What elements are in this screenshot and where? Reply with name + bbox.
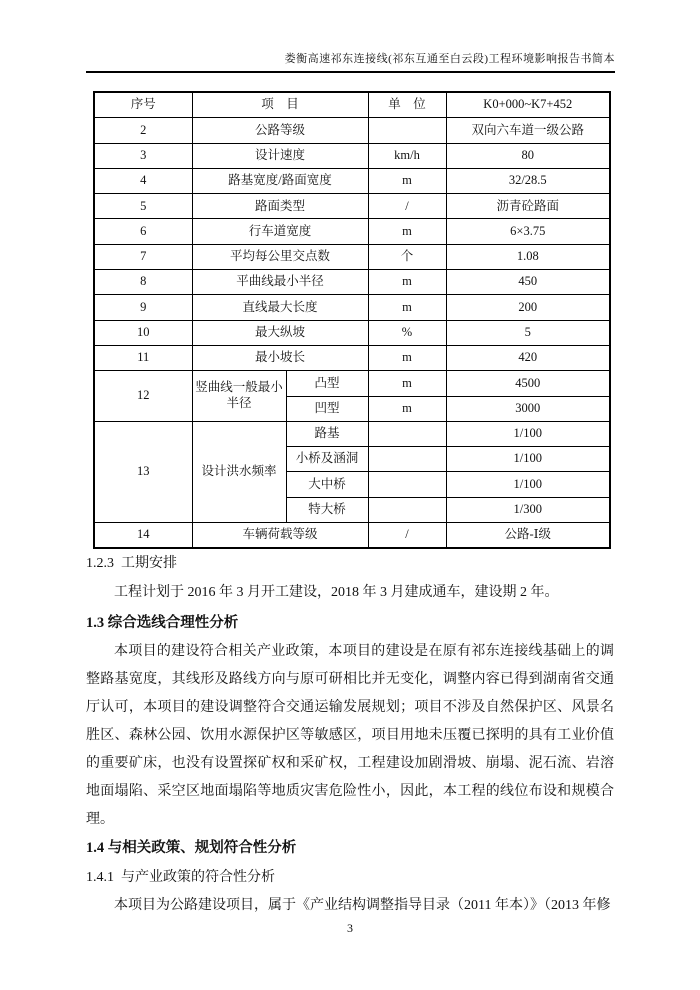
heading-1-3: 1.3 综合选线合理性分析: [86, 615, 239, 631]
table-cell: 32/28.5: [446, 168, 610, 193]
table-cell: 450: [446, 270, 610, 295]
table-cell: 1/100: [446, 447, 610, 472]
table-cell: m: [368, 168, 446, 193]
table-cell: 3000: [446, 396, 610, 421]
table-cell: [368, 472, 446, 497]
table-cell: 沥青砼路面: [446, 194, 610, 219]
table-row: [94, 168, 610, 193]
table-cell: m: [368, 396, 446, 421]
table-cell: 路基: [286, 421, 368, 446]
table-cell: [368, 118, 446, 143]
table-cell: 4: [94, 168, 192, 193]
table-cell: m: [368, 219, 446, 244]
table-cell: /: [368, 194, 446, 219]
table-cell: 小桥及涵洞: [286, 447, 368, 472]
table-row: [94, 270, 610, 295]
table-cell: 9: [94, 295, 192, 320]
table-cell: [368, 447, 446, 472]
table-cell: 直线最大长度: [192, 295, 368, 320]
table-cell: 特大桥: [286, 497, 368, 522]
table-header-cell: 单 位: [368, 92, 446, 118]
table-cell: 5: [94, 194, 192, 219]
table-row: [94, 143, 610, 168]
table-cell: [368, 421, 446, 446]
spec-table: [93, 91, 611, 549]
table-cell: 8: [94, 270, 192, 295]
table-cell: 路基宽度/路面宽度: [192, 168, 368, 193]
table-cell: m: [368, 270, 446, 295]
table-row: [94, 523, 610, 549]
table-cell: 2: [94, 118, 192, 143]
paragraph-industry-policy: 本项目为公路建设项目，属于《产业结构调整指导目录（2011 年本）》（2013 年修: [114, 898, 611, 913]
table-cell: 行车道宽度: [192, 219, 368, 244]
table-row: [94, 345, 610, 370]
table-cell: m: [368, 371, 446, 396]
table-cell: 10: [94, 320, 192, 345]
table-cell: 公路-Ⅰ级: [446, 523, 610, 549]
heading-1-4: 1.4 与相关政策、规划符合性分析: [86, 840, 297, 856]
table-cell: 420: [446, 345, 610, 370]
table-cell: 车辆荷载等级: [192, 523, 368, 549]
heading-1-2-3: 1.2.3 工期安排: [86, 556, 177, 571]
paragraph-schedule: 工程计划于 2016 年 3 月开工建设，2018 年 3 月建成通车，建设期 2 年。: [114, 585, 559, 600]
table-row: [94, 371, 610, 396]
doc-header-title: 娄衡高速祁东连接线(祁东互通至白云段)工程环境影响报告书简本: [86, 50, 615, 73]
table-cell: 平曲线最小半径: [192, 270, 368, 295]
table-cell: m: [368, 295, 446, 320]
table-cell: 1/300: [446, 497, 610, 522]
page-number: 3: [347, 921, 353, 935]
table-cell: 公路等级: [192, 118, 368, 143]
spec-table-body: [94, 92, 610, 548]
table-cell: 最小坡长: [192, 345, 368, 370]
table-cell: 双向六车道一级公路: [446, 118, 610, 143]
table-cell: km/h: [368, 143, 446, 168]
table-row: [94, 421, 610, 446]
table-row: [94, 194, 610, 219]
table-row: [94, 320, 610, 345]
table-cell: 3: [94, 143, 192, 168]
table-cell: 竖曲线一般最小半径: [192, 371, 286, 422]
table-cell: 13: [94, 421, 192, 522]
table-cell: 1/100: [446, 472, 610, 497]
table-cell: 1.08: [446, 244, 610, 269]
table-cell: 1/100: [446, 421, 610, 446]
table-cell: 11: [94, 345, 192, 370]
table-cell: 最大纵坡: [192, 320, 368, 345]
table-header-cell: 序号: [94, 92, 192, 118]
table-header-cell: 项 目: [192, 92, 368, 118]
table-cell: 设计速度: [192, 143, 368, 168]
table-cell: 14: [94, 523, 192, 549]
table-cell: 凸型: [286, 371, 368, 396]
paragraph-route-analysis: 本项目的建设符合相关产业政策，本项目的建设是在原有祁东连接线基础上的调整路基宽度，其线形及路线方向与原可研相比并无变化，调整内容已得到湖南省交通厅认可，本项目的建设调整符合交通运输发展规划；项目不涉及自然保护区、风景名胜区、森林公园、饮用水源保护区等敏感区，项目用地未压覆已探明的具有工业价值的重要矿床，也没有设置探矿权和采矿权，工程建设加剧滑坡、崩塌、泥石流、岩溶地面塌陷、采空区地面塌陷等地质灾害危险性小，因此，本工程的线位布设和规模合理。: [86, 644, 614, 827]
table-row: [94, 244, 610, 269]
heading-1-4-1: 1.4.1 与产业政策的符合性分析: [86, 870, 275, 885]
table-cell: 大中桥: [286, 472, 368, 497]
table-row: [94, 219, 610, 244]
table-cell: m: [368, 345, 446, 370]
table-cell: 凹型: [286, 396, 368, 421]
table-cell: %: [368, 320, 446, 345]
table-cell: 7: [94, 244, 192, 269]
table-cell: 个: [368, 244, 446, 269]
table-row: [94, 118, 610, 143]
table-cell: 80: [446, 143, 610, 168]
table-cell: 12: [94, 371, 192, 422]
table-row: [94, 295, 610, 320]
table-cell: 平均每公里交点数: [192, 244, 368, 269]
table-cell: 5: [446, 320, 610, 345]
table-cell: 200: [446, 295, 610, 320]
table-cell: 6×3.75: [446, 219, 610, 244]
table-cell: 4500: [446, 371, 610, 396]
table-cell: 设计洪水频率: [192, 421, 286, 522]
table-cell: [368, 497, 446, 522]
table-cell: /: [368, 523, 446, 549]
table-cell: 路面类型: [192, 194, 368, 219]
table-cell: 6: [94, 219, 192, 244]
table-header-cell: K0+000~K7+452: [446, 92, 610, 118]
table-header-row: [94, 92, 610, 118]
